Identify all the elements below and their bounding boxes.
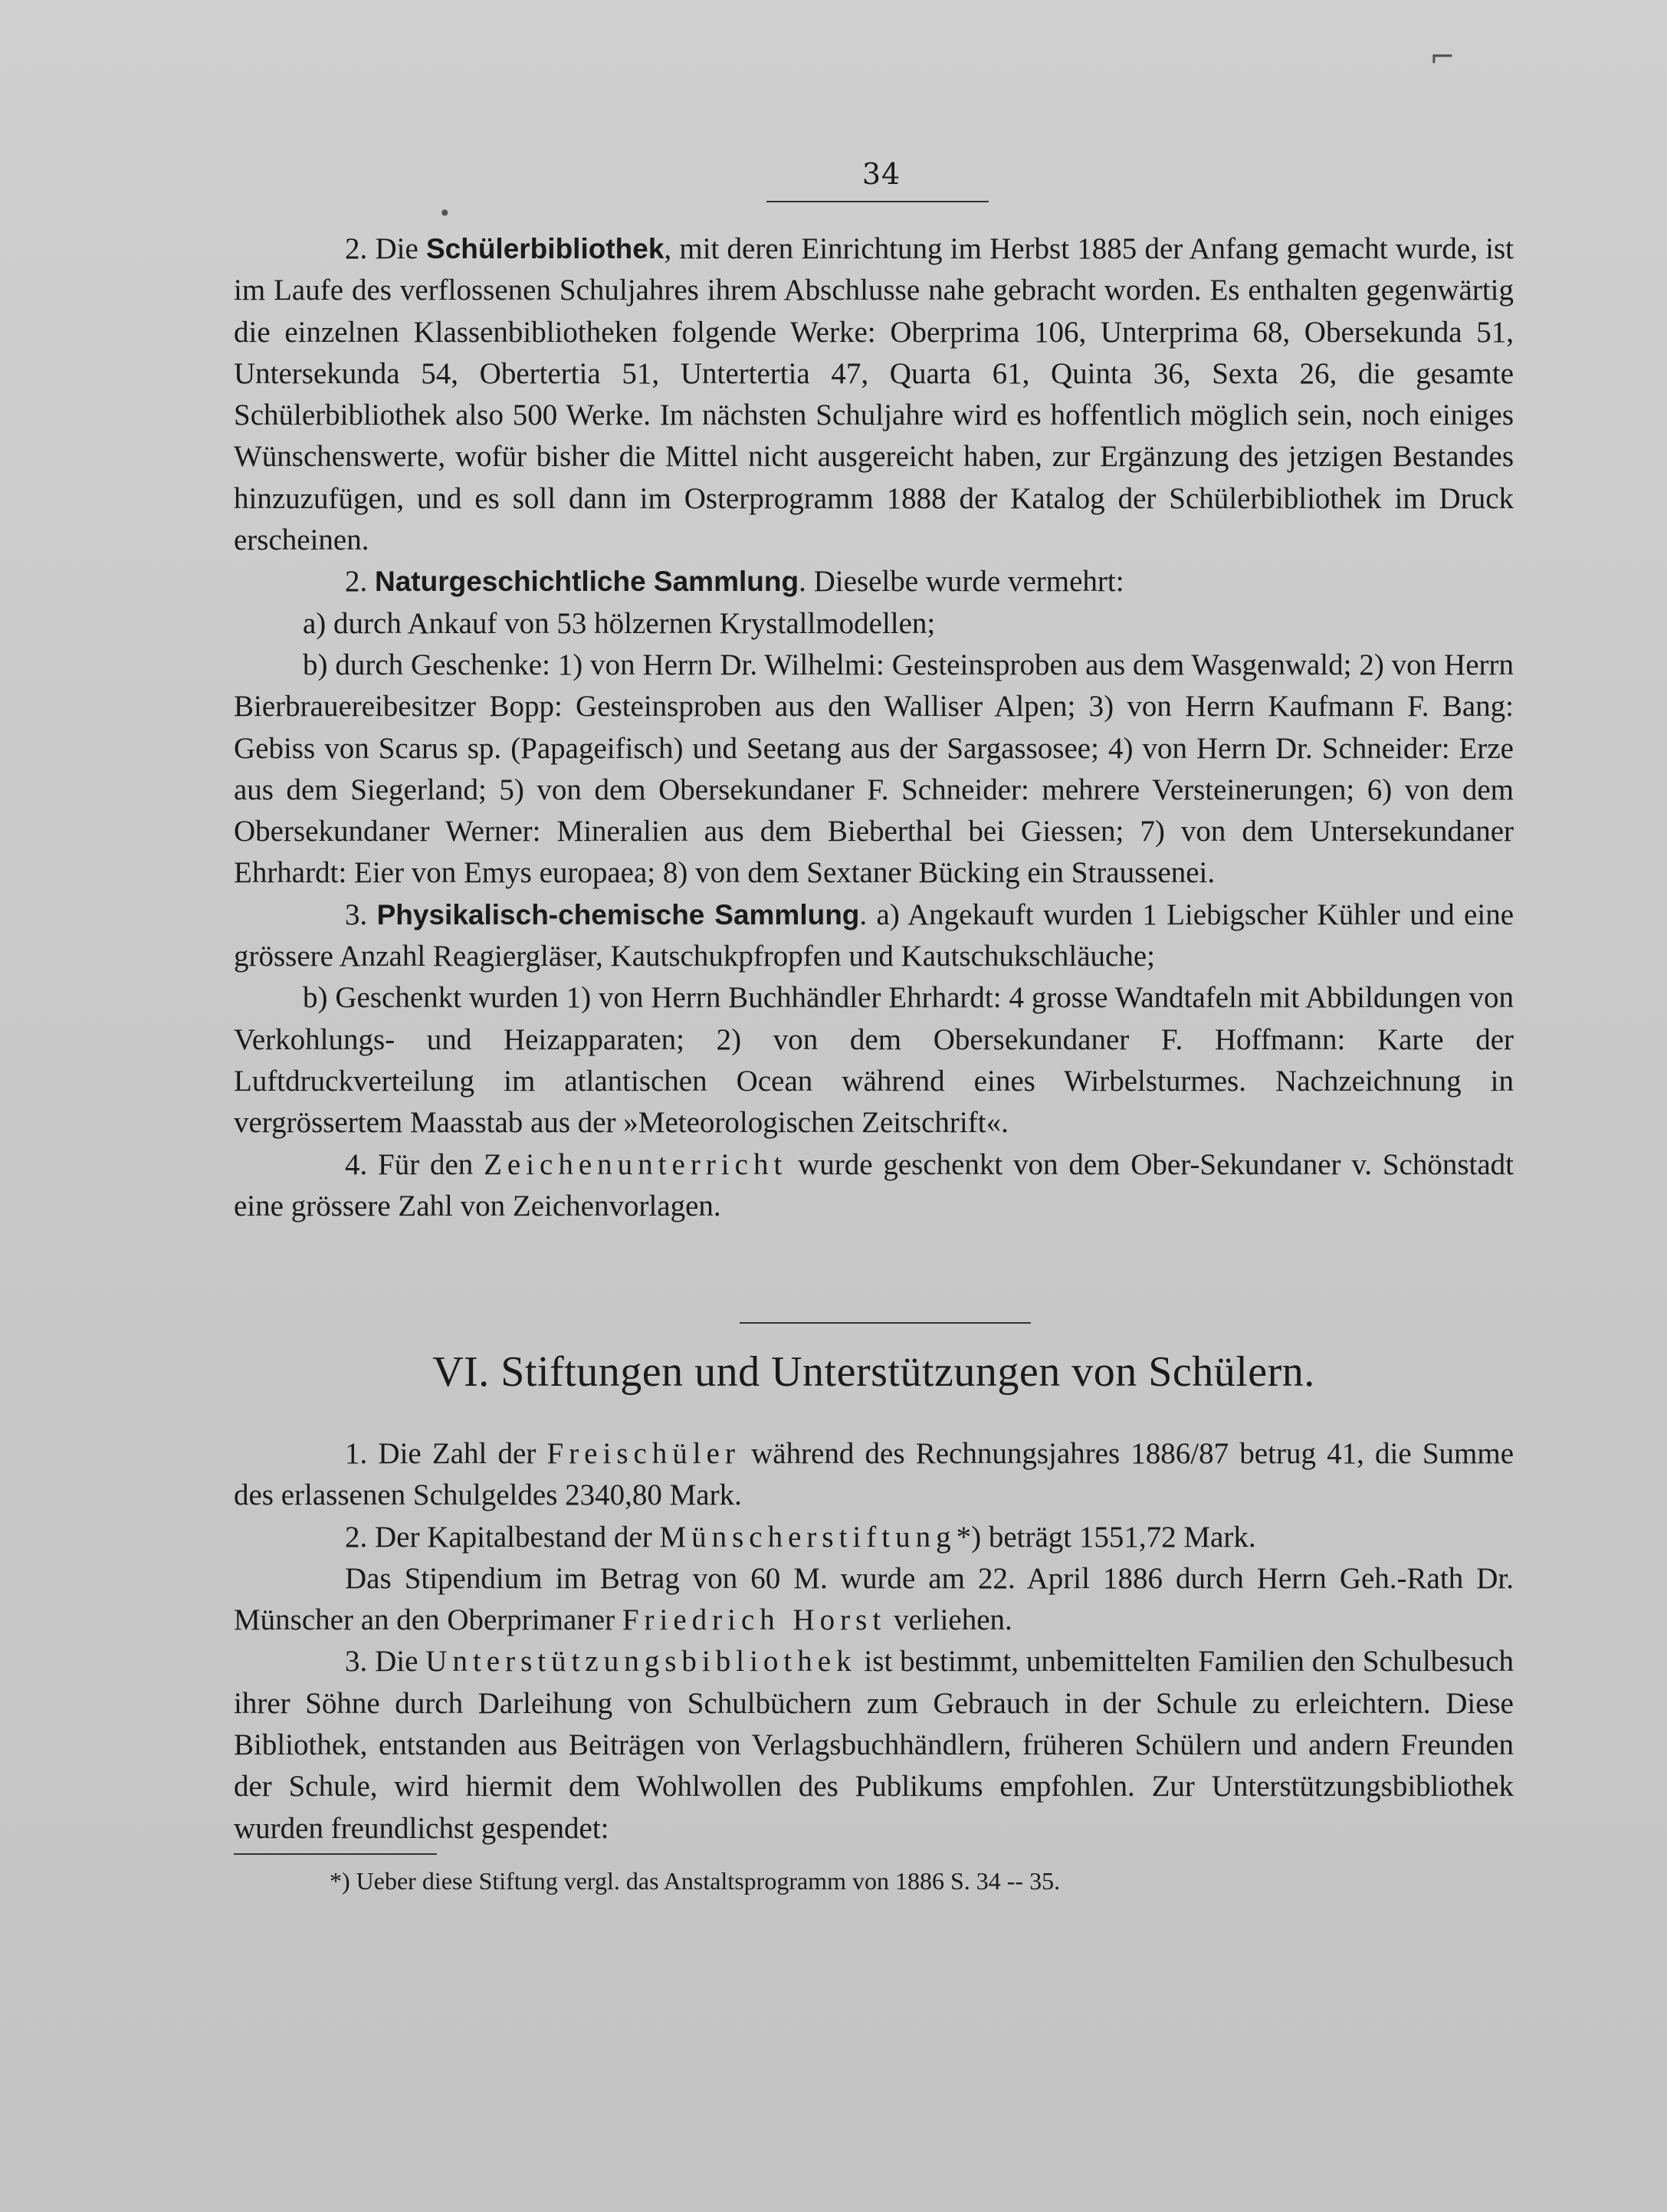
- paragraph-physikalisch-chemische-sammlung: 3. Physikalisch-chemische Sammlung. a) Angekauft wurden 1 Liebigscher Kühler und eine grössere Anzahl Reagiergläser, Kautschukpfropfen und Kautschukschläuche;: [234, 898, 1514, 973]
- spaced-term-muenscherstiftung: Münscherstiftung: [659, 1520, 957, 1554]
- page-number: 34: [861, 157, 901, 191]
- list-item-geschenkt: b) Geschenkt wurden 1) von Herrn Buchhändler Ehrhardt: 4 grosse Wandtafeln mit Abbildungen von Verkohlungs- und Heizapparaten; 2) von dem Obersekundaner F. Hoffmann: Karte der Luftdruckverteilung im atlantischen Ocean während eines Wirbelsturmes. Nachzeichnung in vergrössertem Maasstab aus der »Meteorologischen Zeitschrift«.: [234, 981, 1514, 1140]
- footnote: *) Ueber diese Stiftung vergl. das Anstaltsprogramm von 1886 S. 34 -- 35.: [330, 1867, 1061, 1895]
- spaced-term-friedrich-horst: Friedrich Horst: [622, 1603, 887, 1637]
- section-divider: [740, 1322, 1031, 1324]
- list-item-ankauf: a) durch Ankauf von 53 hölzernen Krystallmodellen;: [303, 606, 936, 640]
- spaced-term-freischueler: Freischüler: [546, 1437, 740, 1470]
- spaced-term-zeichenunterricht: Zeichenunterricht: [484, 1147, 788, 1181]
- heading-physikalisch-chemische-sammlung: Physikalisch-chemische Sammlung: [376, 898, 860, 930]
- paragraph-zeichenunterricht: 4. Für den Zeichenunterricht wurde geschenkt von dem Ober-Sekundaner v. Schönstadt eine grössere Zahl von Zeichenvorlagen.: [234, 1147, 1514, 1223]
- lower-text-block: [234, 1433, 1514, 1849]
- paragraph-schuelerbibliothek: 2. Die Schülerbibliothek, mit deren Einrichtung im Herbst 1885 der Anfang gemacht wurde, ist im Laufe des verflossenen Schuljahres ihrem Abschlusse nahe gebracht worden. Es enthalten gegenwärtig die einzelnen Klassenbibliotheken folgende Werke: Oberprima 106, Unterprima 68, Obersekunda 51, Untersekunda 54, Obertertia 51, Untertertia 47, Quarta 61, Quinta 36, Sexta 26, die gesamte Schülerbibliothek also 500 Werke. Im nächsten Schuljahre wird es hoffentlich möglich sein, noch einiges Wünschenswerte, wofür bisher die Mittel nicht ausgereicht haben, zur Ergänzung des jetzigen Bestandes hinzuzufügen, und es soll dann im Osterprogramm 1888 der Katalog der Schülerbibliothek im Druck erscheinen.: [234, 232, 1514, 557]
- paragraph-naturgeschichtliche-sammlung: 2. Naturgeschichtliche Sammlung. Dieselbe wurde vermehrt:: [345, 565, 1124, 599]
- section-title: VI. Stiftungen und Unterstützungen von Schülern.: [432, 1348, 1315, 1396]
- footnote-rule: [234, 1853, 437, 1855]
- upper-text-block: [234, 228, 1514, 1227]
- paragraph-stipendium: Das Stipendium im Betrag von 60 M. wurde am 22. April 1886 durch Herrn Geh.-Rath Dr. Münscher an den Oberprimaner Friedrich Horst verliehen.: [234, 1561, 1514, 1637]
- ink-speck-mark: •: [438, 201, 451, 226]
- scan-edge-mark: ⌐: [1429, 40, 1455, 75]
- header-rule: [766, 201, 989, 202]
- heading-schuelerbibliothek: Schülerbibliothek: [425, 233, 665, 264]
- paragraph-unterstuetzungsbibliothek: 3. Die Unterstützungsbibliothek ist bestimmt, unbemittelten Familien den Schulbesuch ihrer Söhne durch Darleihung von Schulbüchern zum Gebrauch in der Schule zu erleichtern. Diese Bibliothek, entstanden aus Beiträgen von Verlagsbuchhändlern, früheren Schülern und andern Freunden der Schule, wird hiermit dem Wohlwollen des Publikums empfohlen. Zur Unterstützungsbibliothek wurden freundlichst gespendet:: [234, 1645, 1514, 1845]
- heading-naturgeschichtliche-sammlung: Naturgeschichtliche Sammlung: [375, 566, 799, 598]
- paragraph-muenscherstiftung: 2. Der Kapitalbestand der Münscherstiftung*) beträgt 1551,72 Mark.: [345, 1520, 1256, 1554]
- paragraph-freischueler: 1. Die Zahl der Freischüler während des Rechnungsjahres 1886/87 betrug 41, die Summe des erlassenen Schulgeldes 2340,80 Mark.: [234, 1437, 1514, 1512]
- spaced-term-unterstuetzungsbibliothek: Unterstützungsbibliothek: [425, 1645, 857, 1679]
- list-item-geschenke: b) durch Geschenke: 1) von Herrn Dr. Wilhelmi: Gesteinsproben aus dem Wasgenwald; 2) von Herrn Bierbrauereibesitzer Bopp: Gesteinsproben aus den Walliser Alpen; 3) von Herrn Kaufmann F. Bang: Gebiss von Scarus sp. (Papageifisch) und Seetang aus der Sargassosee; 4) von Herrn Dr. Schneider: Erze aus dem Siegerland; 5) von dem Obersekundaner F. Schneider: mehrere Versteinerungen; 6) von dem Obersekundaner Werner: Mineralien aus dem Bieberthal bei Giessen; 7) von dem Untersekundaner Ehrhardt: Eier von Emys europaea; 8) von dem Sextaner Bücking ein Straussenei.: [234, 648, 1514, 890]
